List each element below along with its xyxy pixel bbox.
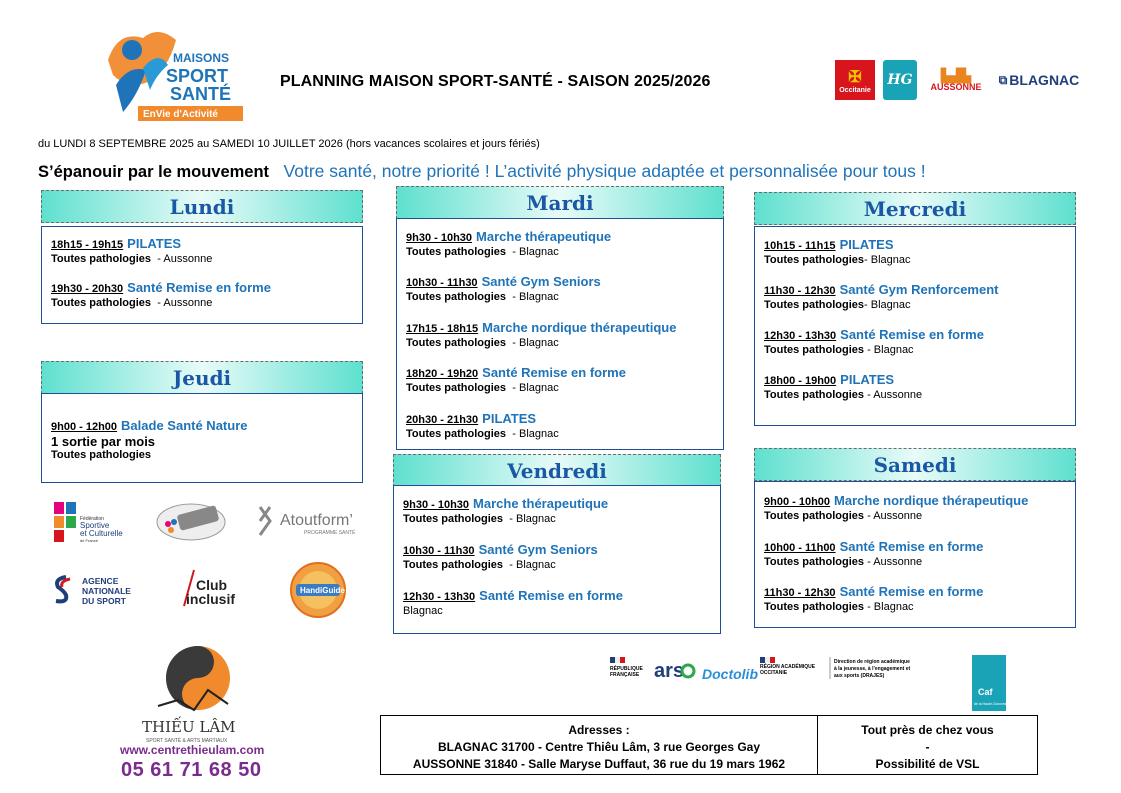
svg-text:inclusif: inclusif (186, 591, 236, 607)
svg-text:ars: ars (654, 660, 685, 682)
tagline (38, 161, 926, 182)
svg-text:NATIONALE: NATIONALE (82, 586, 131, 596)
slot-mardi-1: 9h30 - 10h30 Marche thérapeutique Toutes pathologies - Blagnac (406, 229, 612, 258)
svg-text:aux sports (DRAJES): aux sports (DRAJES) (834, 673, 885, 679)
svg-text:SPORT SANTÉ & ARTS MARTIAUX: SPORT SANTÉ & ARTS MARTIAUX (146, 738, 228, 744)
day-header-mardi: Mardi (396, 186, 724, 219)
handiguide-logo (286, 560, 350, 620)
season-dates: du LUNDI 8 SEPTEMBRE 2025 au SAMEDI 10 JUILLET 2026 (hors vacances scolaires et jours fériés) (38, 138, 540, 150)
slot-jeudi-1: 9h00 - 12h00 Balade Santé Nature 1 sortie par mois Toutes pathologies (51, 418, 248, 461)
slot-mercredi-3: 12h30 - 13h30 Santé Remise en forme Toutes pathologies - Blagnac (764, 327, 984, 356)
addresses-title: Adresses : (568, 723, 630, 737)
svg-text:Fédération: Fédération (80, 516, 104, 522)
day-box-mardi (396, 218, 724, 450)
svg-text:AGENCE: AGENCE (82, 576, 119, 586)
address-blagnac: BLAGNAC 31700 - Centre Thiêu Lâm, 3 rue Georges Gay (437, 740, 761, 754)
aussonne-logo: ▙▟▙ AUSSONNE (930, 67, 982, 92)
svg-text:Club: Club (196, 577, 228, 593)
institution-logos (608, 655, 1008, 711)
vsl-cell (818, 716, 1037, 774)
svg-text:Sportive: Sportive (80, 521, 110, 530)
slot-lundi-1: 18h15 - 19h15 PILATES Toutes pathologies - Aussonne (51, 236, 213, 265)
day-header-jeudi: Jeudi (41, 361, 363, 394)
agence-nationale-sport-logo (52, 573, 146, 607)
slot-samedi-2: 10h00 - 11h00 Santé Remise en forme Toutes pathologies - Aussonne (764, 539, 984, 568)
addresses-cell (381, 716, 818, 774)
centre-phone: 05 61 71 68 50 (121, 759, 262, 781)
maisons-sport-sante-logo (98, 20, 248, 125)
slot-mercredi-1: 10h15 - 11h15 PILATES Toutes pathologies- Blagnac (764, 237, 911, 266)
svg-text:EnVie d'Activité: EnVie d'Activité (143, 109, 218, 120)
slot-vendredi-1: 9h30 - 10h30 Marche thérapeutique Toutes pathologies - Blagnac (403, 496, 609, 525)
slot-mardi-4: 18h20 - 19h20 Santé Remise en forme Toutes pathologies - Blagnac (406, 365, 626, 394)
svg-text:à la jeunesse, à l’engagement: à la jeunesse, à l’engagement et (834, 666, 911, 672)
slot-mardi-3: 17h15 - 18h15 Marche nordique thérapeutique Toutes pathologies - Blagnac (406, 320, 677, 349)
slot-mardi-5: 20h30 - 21h30 PILATES Toutes pathologies - Blagnac (406, 411, 559, 440)
vsl-text: Possibilité de VSL (875, 757, 980, 771)
svg-text:THIẾU LÂM: THIẾU LÂM (142, 718, 236, 736)
svg-text:RÉPUBLIQUE: RÉPUBLIQUE (610, 666, 643, 672)
club-inclusif-logo (180, 566, 246, 610)
day-header-samedi: Samedi (754, 448, 1076, 481)
tagline-blue: Votre santé, notre priorité ! L’activité physique adaptée et personnalisée pour tous ! (283, 161, 926, 181)
blagnac-logo: ⧉ BLAGNAC (998, 72, 1080, 88)
centre-website[interactable]: www.centrethieulam.com (120, 743, 265, 757)
svg-text:Direction de région académique: Direction de région académique (834, 659, 910, 665)
svg-text:FRANÇAISE: FRANÇAISE (610, 672, 640, 678)
svg-text:HandiGuide: HandiGuide (300, 586, 345, 595)
day-box-lundi (41, 226, 363, 324)
svg-text:OCCITANIE: OCCITANIE (760, 670, 788, 676)
day-header-mercredi: Mercredi (754, 192, 1076, 225)
occitanie-logo: ✠ Occitanie (835, 60, 875, 100)
svg-text:Atoutform’: Atoutform’ (280, 512, 353, 529)
address-aussonne: AUSSONNE 31840 - Salle Maryse Duffaut, 36 rue du 19 mars 1962 (412, 757, 786, 771)
day-box-mercredi (754, 226, 1076, 426)
slot-lundi-2: 19h30 - 20h30 Santé Remise en forme Toutes pathologies - Aussonne (51, 280, 271, 309)
svg-text:Caf: Caf (978, 687, 993, 697)
day-header-vendredi: Vendredi (393, 454, 721, 487)
near-you-text: Tout près de chez vous (861, 723, 994, 737)
svg-text:et Culturelle: et Culturelle (80, 529, 123, 538)
svg-text:de la Haute-Garonne: de la Haute-Garonne (974, 702, 1007, 706)
slot-mercredi-4: 18h00 - 19h00 PILATES Toutes pathologies - Aussonne (764, 372, 923, 401)
slot-vendredi-3: 12h30 - 13h30 Santé Remise en forme Blagnac (403, 588, 623, 617)
sport-sante-badge-logo (154, 500, 228, 544)
fsc-logo (52, 500, 132, 546)
day-box-vendredi (393, 485, 721, 634)
page-title: PLANNING MAISON SPORT-SANTÉ - SAISON 2025/2026 (280, 73, 711, 90)
hg-logo: HG (883, 60, 917, 100)
svg-text:MAISONS: MAISONS (173, 51, 230, 65)
svg-text:Doctolib: Doctolib (702, 666, 758, 682)
svg-text:SPORT: SPORT (166, 66, 229, 86)
thieu-lam-logo (138, 640, 260, 744)
svg-text:SANTÉ: SANTÉ (170, 84, 232, 104)
address-table (380, 715, 1038, 775)
slot-mardi-2: 10h30 - 11h30 Santé Gym Seniors Toutes pathologies - Blagnac (406, 274, 601, 303)
day-box-samedi (754, 481, 1076, 628)
slot-mercredi-2: 11h30 - 12h30 Santé Gym Renforcement Toutes pathologies- Blagnac (764, 282, 999, 311)
svg-text:PROGRAMME SANTÉ: PROGRAMME SANTÉ (304, 530, 356, 536)
slot-samedi-1: 9h00 - 10h00 Marche nordique thérapeutique Toutes pathologies - Aussonne (764, 493, 1029, 522)
day-box-jeudi (41, 393, 363, 483)
slot-samedi-3: 11h30 - 12h30 Santé Remise en forme Toutes pathologies - Blagnac (764, 584, 984, 613)
day-header-lundi: Lundi (41, 190, 363, 223)
svg-text:DU SPORT: DU SPORT (82, 596, 126, 606)
svg-text:RÉGION ACADÉMIQUE: RÉGION ACADÉMIQUE (760, 664, 816, 670)
separator-dash: - (925, 740, 930, 754)
atoutform-logo (256, 503, 376, 539)
svg-text:de France: de France (80, 538, 99, 543)
slot-vendredi-2: 10h30 - 11h30 Santé Gym Seniors Toutes pathologies - Blagnac (403, 542, 598, 571)
partner-logos (835, 58, 1105, 102)
tagline-bold: S’épanouir par le mouvement (38, 163, 270, 181)
